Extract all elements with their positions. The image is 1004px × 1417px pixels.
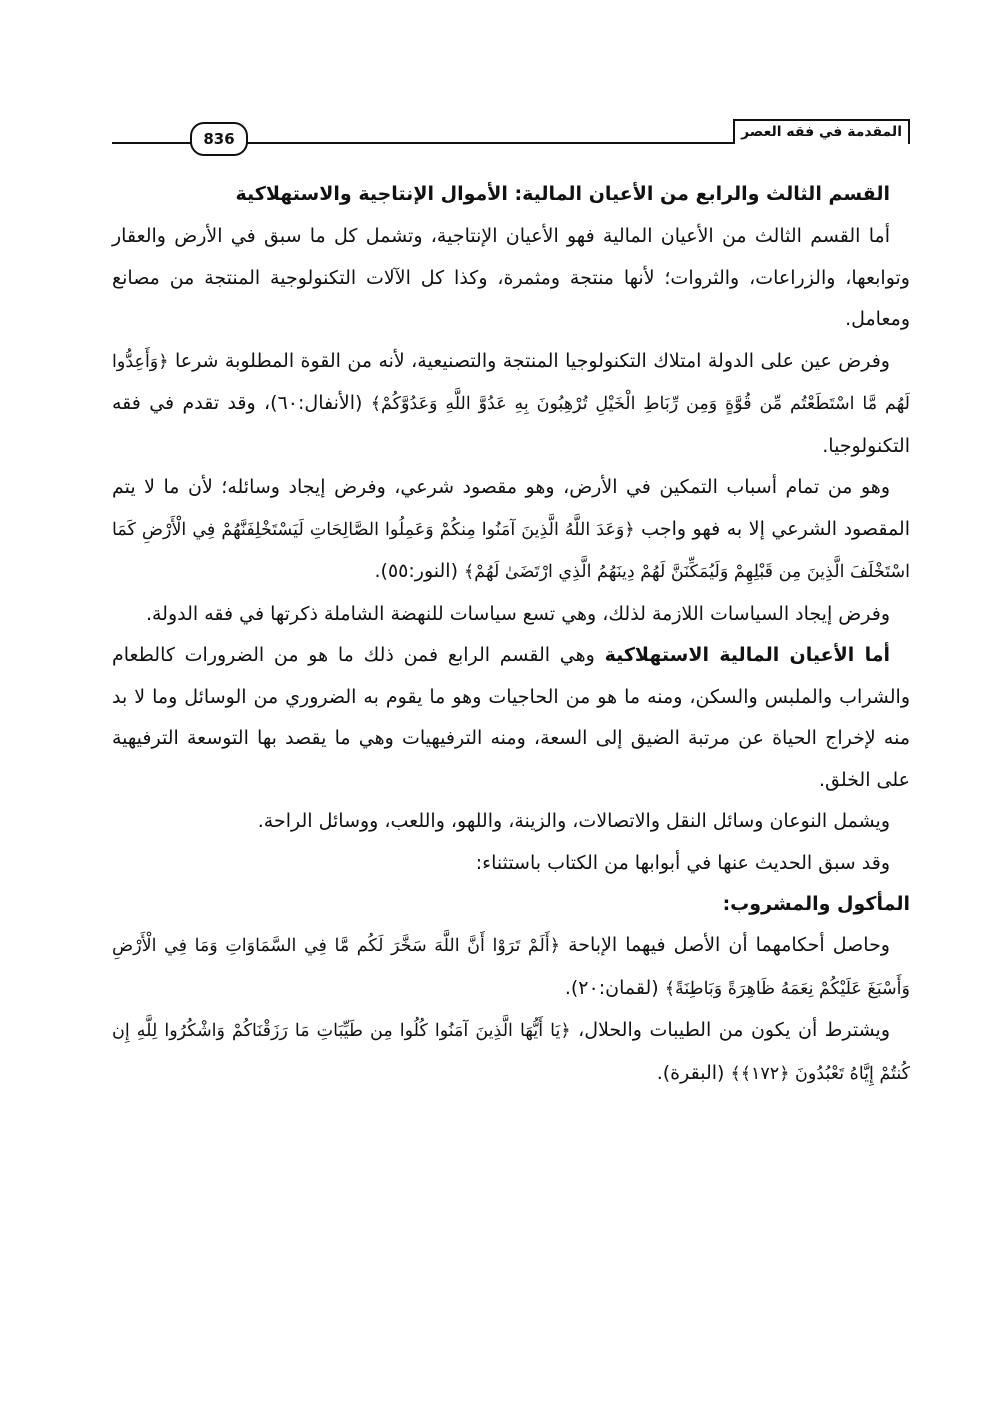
- paragraph-text: وحاصل أحكامهما أن الأصل فيهما الإباحة: [568, 934, 890, 956]
- paragraph-permissibility: [112, 925, 910, 1010]
- page-body: [112, 176, 910, 1095]
- subheading-food-drink: المأكول والمشروب:: [722, 893, 910, 915]
- quran-verse-luqman: ﴿أَلَمْ تَرَوْا أَنَّ اللَّهَ سَخَّرَ لَكُم مَّا فِي السَّمَاوَاتِ وَمَا فِي الْأَرْضِ وَأَسْبَغَ عَلَيْكُمْ نِعَمَهُ ظَاهِرَةً وَبَاطِنَةً﴾: [112, 936, 910, 999]
- quran-verse-nur: ﴿وَعَدَ اللَّهُ الَّذِينَ آمَنُوا مِنكُمْ وَعَمِلُوا الصَّالِحَاتِ لَيَسْتَخْلِفَنَّهُمْ فِي الْأَرْضِ كَمَا اسْتَخْلَفَ الَّذِينَ مِن قَبْلِهِمْ وَلَيُمَكِّنَنَّ لَهُمْ دِينَهُمُ الَّذِي ارْتَضَىٰ لَهُمْ﴾: [112, 519, 910, 582]
- section-heading: القسم الثالث والرابع من الأعيان المالية: الأموال الإنتاجية والاستهلاكية: [235, 183, 890, 205]
- paragraph-empowerment: [112, 467, 910, 594]
- paragraph-consumer-assets: [112, 635, 910, 801]
- paragraph-text: وهي القسم الرابع فمن ذلك ما هو من الضرورات كالطعام والشراب والملبس والسكن، ومنه ما هو من الحاجيات وهو ما يقوم به الضروري من الوسائل وما لا بد منه لإخراج الحياة عن مرتبة الضيق إلى السعة، ومنه الترفيهيات وهي ما يقصد بها التوسعة الترفيهية على الخلق.: [112, 644, 910, 791]
- paragraph-previous-discussion: وقد سبق الحديث عنها في أبوابها من الكتاب باستثناء:: [475, 851, 890, 874]
- verse-reference: (النور:٥٥).: [374, 560, 458, 582]
- quran-verse-anfal: ﴿وَأَعِدُّوا لَهُم مَّا اسْتَطَعْتُم مِّن قُوَّةٍ وَمِن رِّبَاطِ الْخَيْلِ تُرْهِبُونَ بِهِ عَدُوَّ اللَّهِ وَعَدُوَّكُمْ﴾: [112, 351, 910, 414]
- bold-term: أما الأعيان المالية الاستهلاكية: [604, 644, 890, 666]
- verse-reference: (البقرة).: [656, 1061, 725, 1084]
- paragraph-scope: ويشمل النوعان وسائل النقل والاتصالات، والزينة، واللهو، واللعب، ووسائل الراحة.: [257, 810, 890, 832]
- quran-verse-baqarah: ﴿يَا أَيُّهَا الَّذِينَ آمَنُوا كُلُوا مِن طَيِّبَاتِ مَا رَزَقْنَاكُمْ وَاشْكُرُوا لِلَّهِ إِن كُنتُمْ إِيَّاهُ تَعْبُدُونَ ﴿١٧٢﴾﴾: [112, 1021, 910, 1084]
- verse-reference: (الأنفال:٦٠)، وقد تقدم في فقه التكنولوجيا.: [112, 392, 910, 457]
- paragraph-condition-halal: [112, 1010, 910, 1095]
- paragraph-text: ويشترط أن يكون من الطيبات والحلال،: [578, 1019, 890, 1041]
- book-title: المقدمة في فقه العصر: [733, 119, 910, 144]
- paragraph-text: وفرض عين على الدولة امتلاك التكنولوجيا المنتجة والتصنيعية، لأنه من القوة المطلوبة شرعا: [174, 349, 890, 372]
- paragraph-text: وهو من تمام أسباب التمكين في الأرض، وهو مقصود شرعي، وفرض إيجاد وسائله؛ لأن ما لا يتم المقصود الشرعي إلا به فهو واجب: [112, 476, 910, 540]
- paragraph-productive-assets: أما القسم الثالث من الأعيان المالية فهو الأعيان الإنتاجية، وتشمل كل ما سبق في الأرض والعقار وتوابعها، والزراعات، والثروات؛ لأنها منتجة ومثمرة، وكذا كل الآلات التكنولوجية المنتجة من مصانع ومعامل.: [112, 225, 910, 330]
- verse-reference: (لقمان:٢٠).: [564, 976, 659, 999]
- paragraph-technology-obligation: [112, 341, 910, 468]
- paragraph-policies: وفرض إيجاد السياسات اللازمة لذلك، وهي تسع سياسات للنهضة الشاملة ذكرتها في فقه الدولة.: [145, 602, 890, 625]
- page-number: 836: [190, 122, 248, 156]
- page-header: [112, 116, 910, 152]
